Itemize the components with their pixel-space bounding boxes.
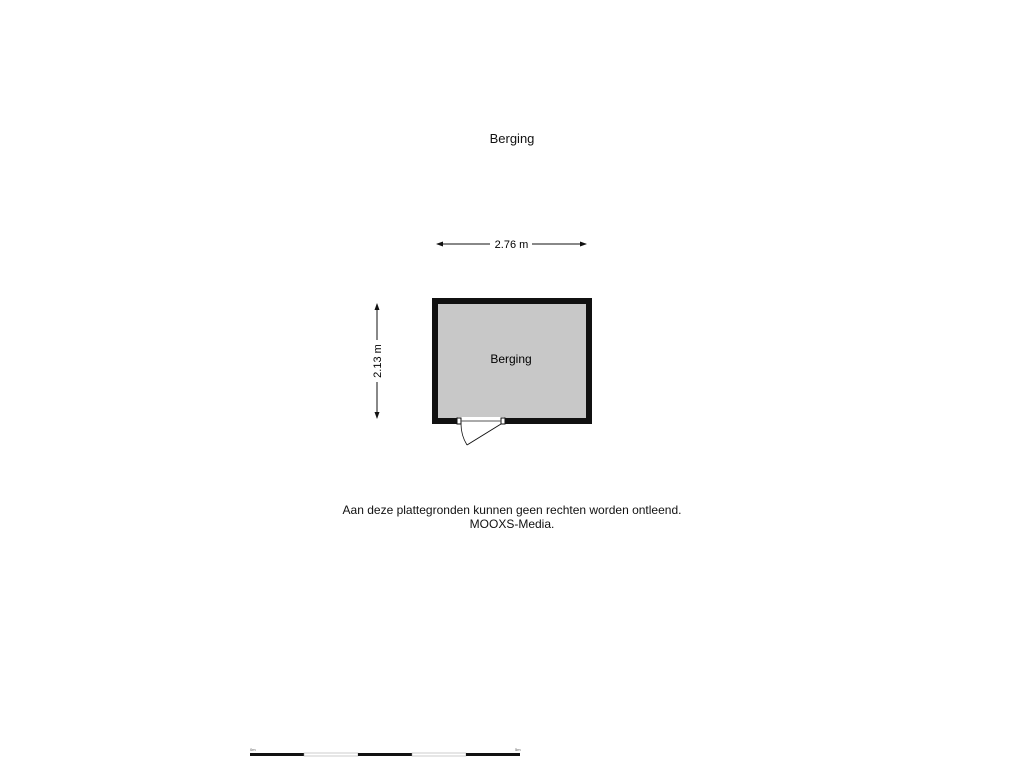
door-swing-arc <box>461 424 467 445</box>
width-dimension <box>436 239 587 251</box>
disclaimer <box>0 503 1024 531</box>
arrow-left-icon <box>436 242 443 247</box>
page-title: Berging <box>489 131 535 146</box>
arrow-down-icon <box>375 412 380 419</box>
room-berging <box>432 298 592 445</box>
width-label: 2.76 m <box>494 239 529 251</box>
arrow-right-icon <box>580 242 587 247</box>
height-dimension <box>372 303 384 419</box>
height-label: 2.13 m <box>372 344 384 378</box>
disclaimer-line: Aan deze plattegronden kunnen geen rechten worden ontleend. <box>342 503 682 517</box>
door-leaf <box>467 424 501 445</box>
room-label: Berging <box>490 352 532 366</box>
scale-start-label: 0m <box>250 747 256 752</box>
disclaimer-credit: MOOXS-Media. <box>469 517 555 531</box>
scale-end-label: 5m <box>515 747 521 752</box>
arrow-up-icon <box>375 303 380 310</box>
scale-bar <box>250 747 521 756</box>
